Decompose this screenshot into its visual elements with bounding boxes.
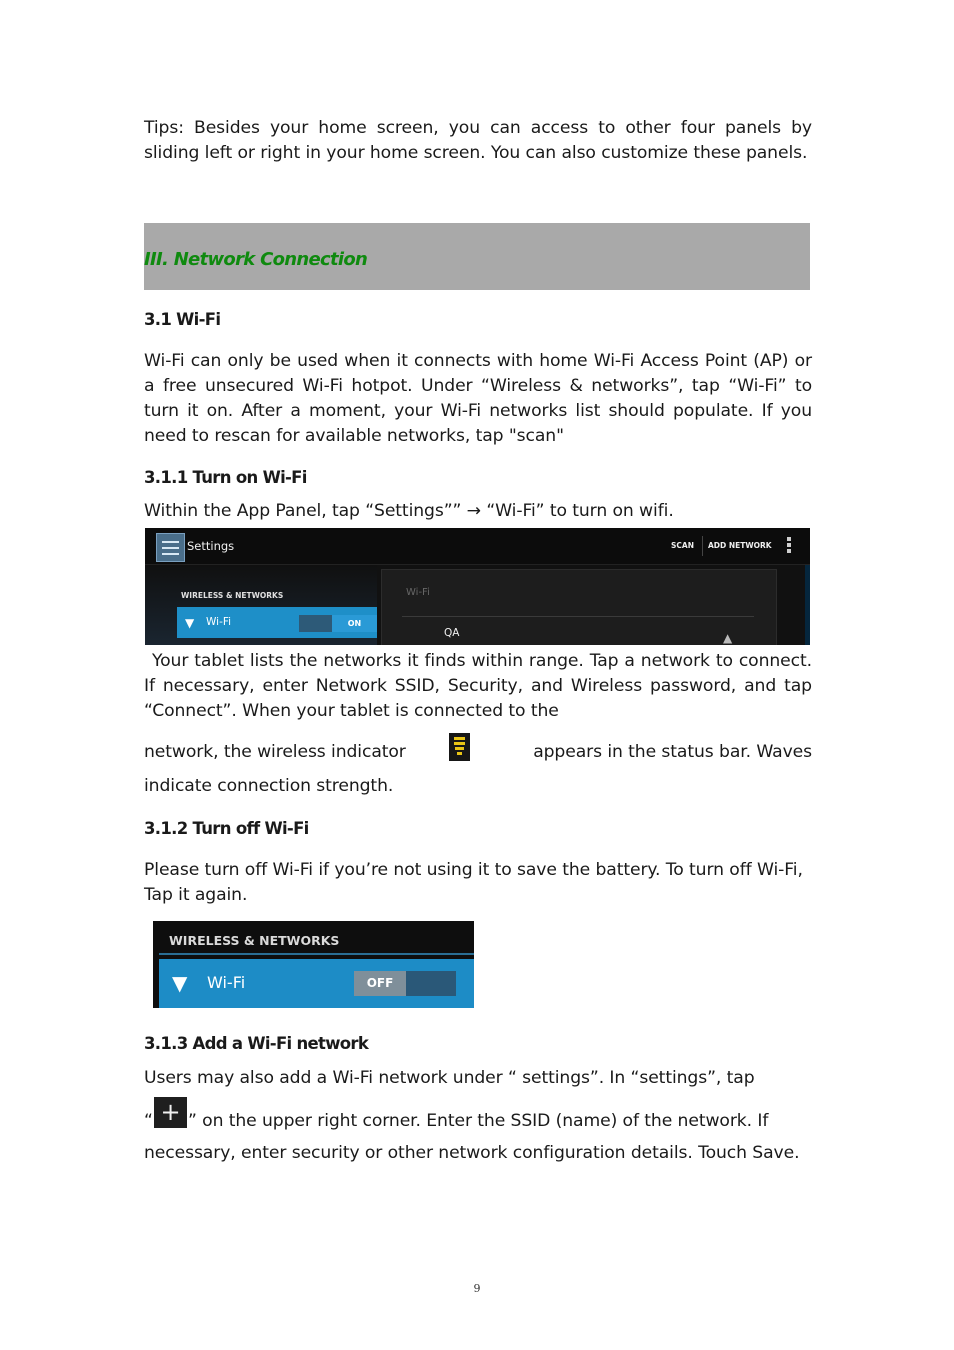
pane-header: Wi-Fi (406, 587, 430, 598)
toggle-off-label: OFF (354, 971, 406, 996)
wifi-row (159, 959, 474, 1008)
add-network-line-3: necessary, enter security or other network configuration details. Touch Save. (144, 1143, 800, 1163)
heading-3-1-3: 3.1.3 Add a Wi-Fi network (144, 1034, 369, 1053)
add-icon: + (154, 1097, 187, 1128)
section-label: WIRELESS & NETWORKS (169, 933, 340, 948)
wifi-icon: ▼ (172, 971, 188, 995)
heading-3-1: 3.1 Wi-Fi (144, 310, 221, 329)
add-network-button: ADD NETWORK (708, 541, 772, 550)
section-title: III. Network Connection (144, 249, 368, 270)
network-name: QA (444, 627, 460, 639)
section-label: WIRELESS & NETWORKS (181, 591, 284, 600)
wifi-off-screenshot (153, 921, 474, 1008)
wifi-icon: ▼ (185, 616, 195, 630)
networks-line-2b: appears in the status bar. Waves (533, 742, 812, 762)
add-network-line-1: Users may also add a Wi-Fi network under “ settings”. In “settings”, tap (144, 1068, 755, 1088)
divider (402, 616, 754, 617)
page-number: 9 (473, 1282, 481, 1295)
wifi-label: Wi-Fi (206, 616, 232, 628)
turn-off-paragraph: Please turn off Wi-Fi if you’re not using it to save the battery. To turn off Wi-Fi, Tap it again. (144, 860, 803, 905)
wifi-toggle (299, 615, 377, 632)
settings-title: Settings (187, 539, 235, 553)
turn-on-paragraph: Within the App Panel, tap “Settings”” → “Wi-Fi” to turn on wifi. (144, 501, 674, 521)
divider (159, 953, 474, 955)
settings-screenshot (145, 528, 810, 645)
toggle-on-label: ON (332, 615, 377, 632)
settings-icon (156, 533, 185, 562)
action-bar (145, 528, 810, 565)
wifi-toggle (354, 971, 456, 996)
wifi-list-pane (381, 569, 777, 645)
settings-left-pane (145, 565, 377, 645)
divider (702, 536, 703, 556)
overflow-menu-icon (787, 537, 791, 555)
networks-line-3: indicate connection strength. (144, 776, 394, 796)
heading-3-1-2: 3.1.2 Turn off Wi-Fi (144, 819, 309, 838)
section-banner (144, 223, 810, 290)
networks-line-2a: network, the wireless indicator (144, 742, 406, 762)
networks-paragraph: Your tablet lists the networks it finds within range. Tap a network to connect. If necessary, enter Network SSID, Security, and Wireless password, and tap “Connect”. When your tablet is connected to the (144, 651, 812, 721)
wireless-indicator-icon (449, 733, 470, 761)
scan-button: SCAN (671, 541, 694, 550)
heading-3-1-1: 3.1.1 Turn on Wi-Fi (144, 468, 307, 487)
tips-paragraph: Tips: Besides your home screen, you can access to other four panels by sliding left or right in your home screen. You can also customize these panels. (144, 118, 812, 163)
wifi-row (177, 607, 377, 638)
open-quote: “ (144, 1111, 153, 1131)
wifi-intro-paragraph: Wi-Fi can only be used when it connects with home Wi-Fi Access Point (AP) or a free unsecured Wi-Fi hotpot. Under “Wireless & networks”, tap “Wi-Fi” to turn it on. After a moment, your Wi-Fi networks list should populate. If you need to rescan for available networks, tap "scan" (144, 351, 812, 446)
signal-lock-icon: ▲ (723, 631, 733, 645)
scroll-edge (805, 565, 810, 645)
add-network-line-2: ” on the upper right corner. Enter the SSID (name) of the network. If (188, 1111, 769, 1131)
wifi-label: Wi-Fi (207, 973, 246, 992)
